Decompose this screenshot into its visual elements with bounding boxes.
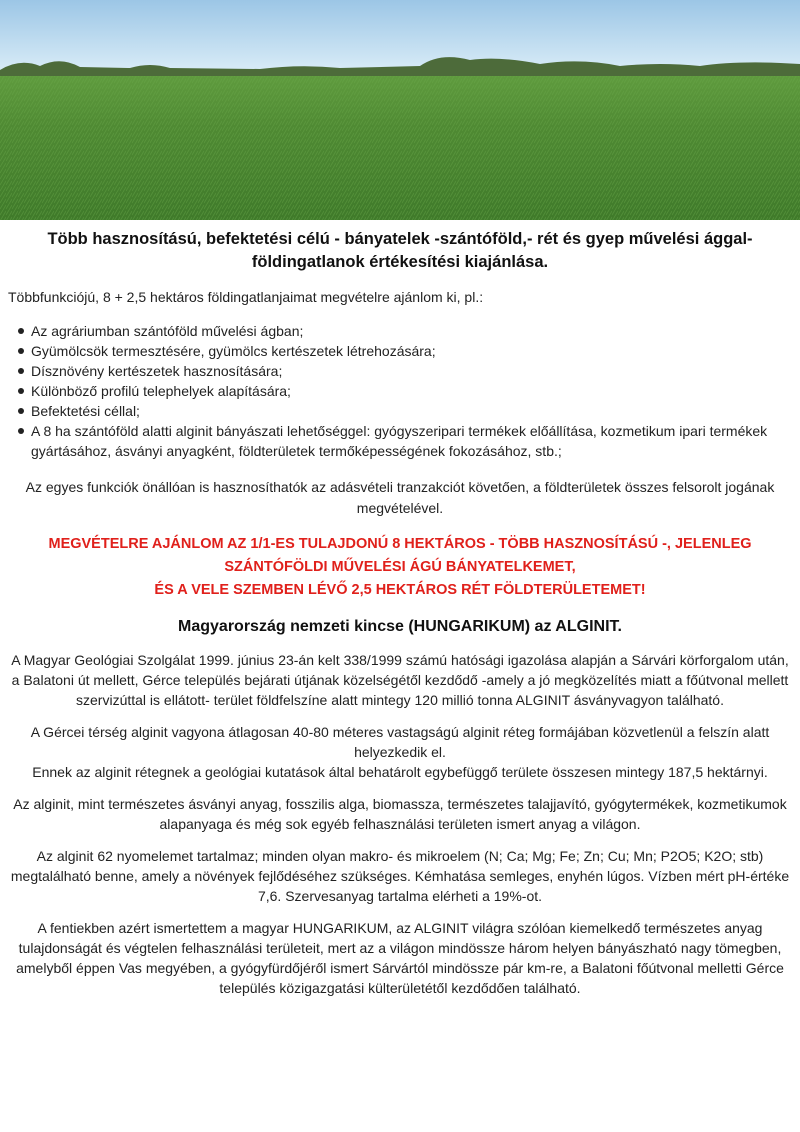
paragraph-alginite-uses: Az alginit, mint természetes ásványi anyag, fosszilis alga, biomassza, természetes talajjavító, gyógytermékek, kozmetikumok alapanyaga és még sok egyéb felhasználási területen ismert anyag a világon.	[13, 796, 787, 832]
paragraph-alginite-area: Ennek az alginit rétegnek a geológiai kutatások által behatárolt egybefüggő területe összesen mintegy 187,5 hektárnyi.	[32, 764, 768, 780]
intro-text: Többfunkciójú, 8 + 2,5 hektáros földingatlanjaimat megvételre ajánlom ki, pl.:	[8, 289, 484, 305]
section-subtitle: Magyarország nemzeti kincse (HUNGARIKUM) az ALGINIT.	[178, 618, 622, 635]
functions-note: Az egyes funkciók önállóan is hasznosíthatók az adásvételi tranzakciót követően, a földterületek összes felsorolt jogának megvételével.	[25, 479, 775, 516]
offer-line-2: ÉS A VELE SZEMBEN LÉVŐ 2,5 HEKTÁROS RÉT FÖLDTERÜLETEMET!	[154, 582, 646, 598]
list-item: Az agráriumban szántóföld művelési ágban;	[31, 321, 770, 341]
list-item: Befektetési céllal;	[31, 401, 770, 421]
list-item: A 8 ha szántóföld alatti alginit bányászati lehetőséggel: gyógyszeripari termékek előállítása, kozmetikum ipari termékek gyártásához, ásványi anyagként, földterületek termőképességének fokozásához, stb.;	[31, 421, 770, 461]
paragraph-hungarikum: A fentiekben azért ismertettem a magyar HUNGARIKUM, az ALGINIT világra szólóan kiemelkedő természetes anyag tulajdonságát és végtelen felhasználási területeit, mert az a világon mindössze három helyen bányászható nagy tömegben, amelyből éppen Vas megyében, a gyógyfürdőjéről ismert Sárvártól mindössze pár km-re, a Balatoni főútvonal melletti Gérce település közigazgatási külterületétől kezdődően található.	[16, 920, 784, 996]
paragraph-geological-survey: A Magyar Geológiai Szolgálat 1999. június 23-án kelt 338/1999 számú hatósági igazolása alapján a Sárvári körforgalom után, a Balatoni út mellett, Gérce település bejárati útjának közelségétől kezdődő -amely a jó megközelítés miatt a főútvonal mellett szervizúttal is ellátott- terület földfelszíne alatt mintegy 120 millió tonna ALGINIT ásványvagyon található.	[11, 652, 789, 708]
list-item: Dísznövény kertészetek hasznosítására;	[31, 361, 770, 381]
list-item: Gyümölcsök termesztésére, gyümölcs kertészetek létrehozására;	[31, 341, 770, 361]
uses-list	[0, 321, 800, 461]
offer-line-1: MEGVÉTELRE AJÁNLOM AZ 1/1-ES TULAJDONÚ 8 HEKTÁROS - TÖBB HASZNOSÍTÁSÚ -, JELENLEG SZÁNTÓFÖLDI MŰVELÉSI ÁGÚ BÁNYATELKEMET,	[48, 536, 752, 575]
paragraph-trace-elements: Az alginit 62 nyomelemet tartalmaz; minden olyan makro- és mikroelem (N; Ca; Mg; Fe; Zn; Cu; Mn; P2O5; K2O; stb) megtalálható benne, amely a növények fejlődéséhez szükséges. Kémhatása semleges, enyhén lúgos. Vízben mért pH-értéke 7,6. Szervesanyag tartalma elérheti a 19%-ot.	[10, 848, 790, 904]
list-item: Különböző profilú telephelyek alapítására;	[31, 381, 770, 401]
offer-heading	[10, 533, 790, 602]
paragraph-alginite-layer: A Gércei térség alginit vagyona átlagosan 40-80 méteres vastagságú alginit réteg formájában közvetlenül a felszín alatt helyezkedik el.	[30, 724, 770, 760]
hero-image	[0, 0, 800, 220]
wheat-field-image	[0, 0, 800, 220]
page-title: Több hasznosítású, befektetési célú - bányatelek -szántóföld,- rét és gyep művelési ággal- földingatlanok értékesítési kiajánlása.	[47, 230, 753, 271]
